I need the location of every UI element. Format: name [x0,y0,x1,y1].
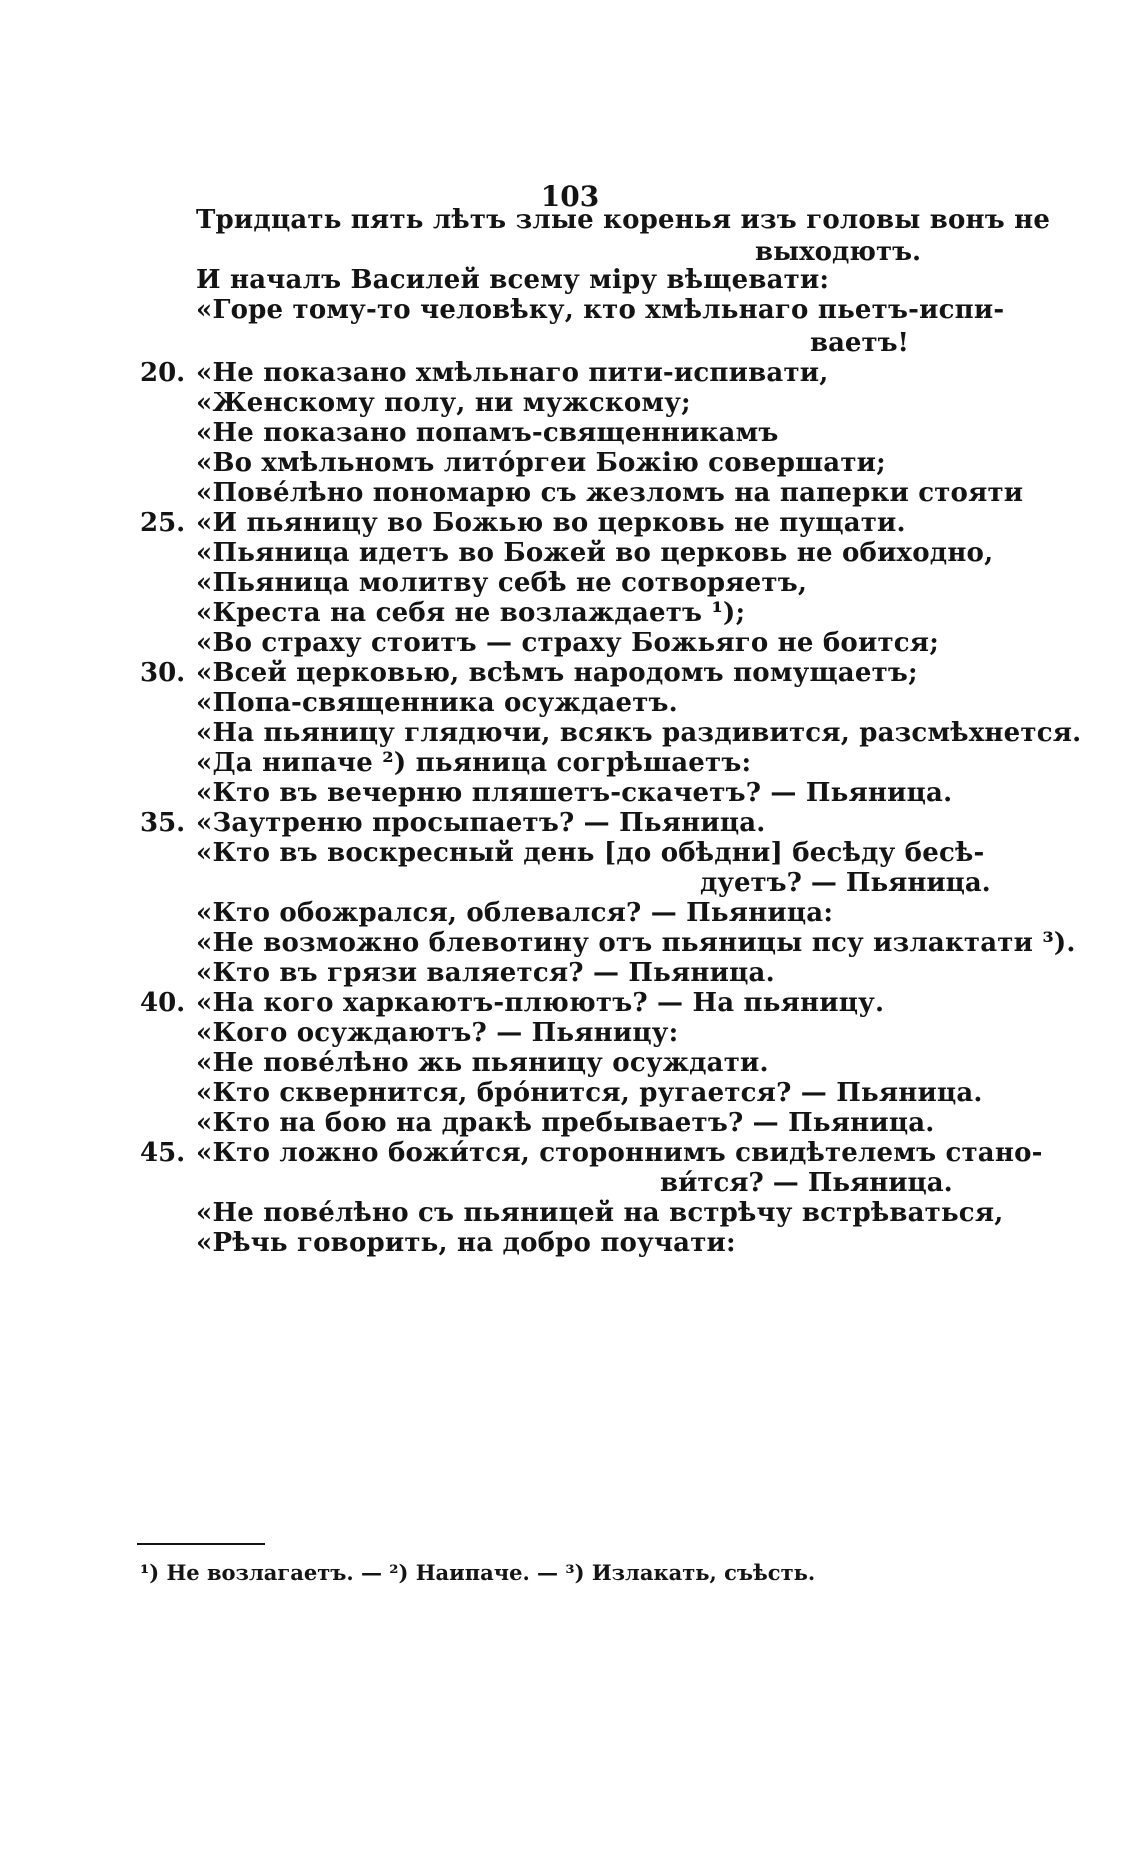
page-number: 103 [540,180,600,213]
verse-line: «Повéлѣно пономарю съ жезломъ на паперки стояти [196,478,1024,508]
verse-line: «Кто въ вечерню пляшетъ-скачетъ? — Пьяница. [196,778,953,808]
verse-line: «Во страху стоитъ — страху Божьяго не боится; [196,628,940,658]
verse-line-continuation: ви́тся? — Пьяница. [660,1168,953,1198]
verse-line: Тридцать пять лѣтъ злые коренья изъ головы вонъ не [196,205,1051,235]
verse-line: «Всей церковью, всѣмъ народомъ помущаетъ; [196,658,918,688]
verse-line: «Горе тому-то человѣку, кто хмѣльнаго пьетъ-испи- [196,295,1005,325]
verse-line: «Кто въ воскресный день [до обѣдни] бесѣду бесѣ- [196,838,985,868]
verse-line: «И пьяницу во Божью во церковь не пущати. [196,508,906,538]
line-number: 40. [140,988,186,1018]
verse-line: «Пьяница идетъ во Божей во церковь не обиходно, [196,538,994,568]
verse-line: «На кого харкаютъ-плюютъ? — На пьяницу. [196,988,885,1018]
verse-line: «Не повéлѣно жь пьяницу осуждати. [196,1048,769,1078]
verse-line-continuation: ваетъ! [810,328,909,358]
verse-line: «Не показано попамъ-священникамъ [196,418,779,448]
verse-line: «Кого осуждаютъ? — Пьяницу: [196,1018,679,1048]
verse-line: «Да нипаче ²) пьяница согрѣшаетъ: [196,748,752,778]
line-number: 45. [140,1138,186,1168]
footnote: ¹) Не возлагаетъ. — ²) Наипаче. — ³) Излакать, съѣсть. [140,1560,816,1585]
verse-line: «Во хмѣльномъ литóргеи Божію совершати; [196,448,886,478]
verse-line: «На пьяницу глядючи, всякъ раздивится, разсмѣхнется. [196,718,1082,748]
verse-line: «Попа-священника осуждаетъ. [196,688,678,718]
line-number: 20. [140,358,186,388]
verse-line: «Не повéлѣно съ пьяницей на встрѣчу встрѣваться, [196,1198,1004,1228]
verse-line: «Креста на себя не возлаждаетъ ¹); [196,598,746,628]
verse-line: «Женскому полу, ни мужскому; [196,388,691,418]
verse-line: И началъ Василей всему міру вѣщевати: [196,265,830,295]
line-number: 30. [140,658,186,688]
verse-line: «Заутреню просыпаетъ? — Пьяница. [196,808,766,838]
verse-line: «Кто ложно божи́тся, стороннимъ свидѣтелемъ стано- [196,1138,1043,1168]
verse-line-continuation: дуетъ? — Пьяница. [700,868,991,898]
verse-line: «Кто сквернится, брóнится, ругается? — Пьяница. [196,1078,983,1108]
verse-line: «Рѣчь говорить, на добро поучати: [196,1228,736,1258]
footnote-rule [137,1543,265,1545]
verse-line: «Кто на бою на дракѣ пребываетъ? — Пьяница. [196,1108,935,1138]
verse-line-continuation: выходютъ. [755,237,922,267]
line-number: 25. [140,508,186,538]
verse-line: «Кто обожрался, облевался? — Пьяница: [196,898,834,928]
line-number: 35. [140,808,186,838]
verse-line: «Пьяница молитву себѣ не сотворяетъ, [196,568,808,598]
verse-line: «Кто въ грязи валяется? — Пьяница. [196,958,775,988]
verse-line: «Не возможно блевотину отъ пьяницы псу излактати ³). [196,928,1076,958]
verse-line: «Не показано хмѣльнаго пити-испивати, [196,358,829,388]
